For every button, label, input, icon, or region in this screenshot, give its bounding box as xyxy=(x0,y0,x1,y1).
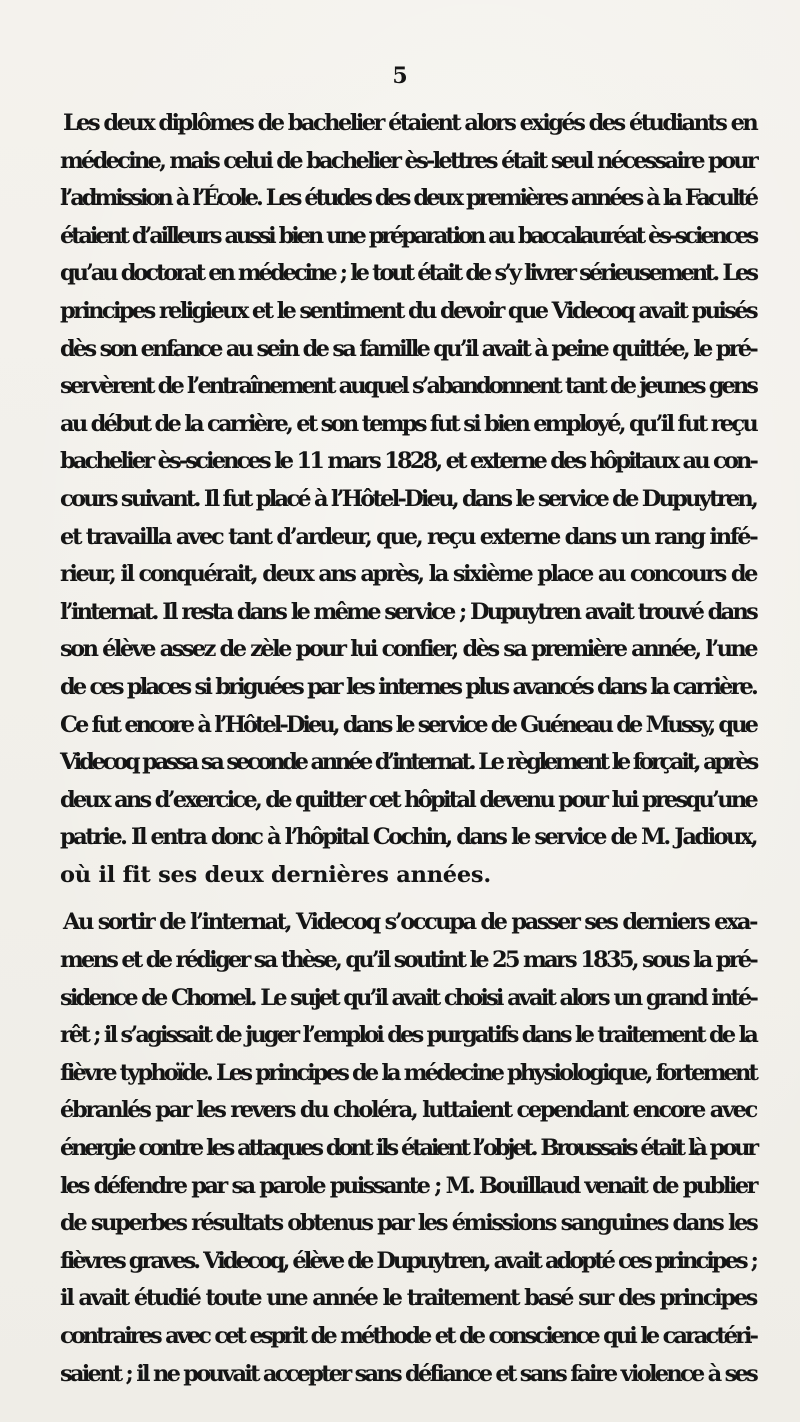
text-line: l’internat. Il resta dans le même service ; Dupuytren avait trouvé dans xyxy=(60,598,756,625)
text-line: de superbes résultats obtenus par les émissions sanguines dans les xyxy=(60,1210,757,1237)
text-line: dès son enfance au sein de sa famille qu’il avait à peine quittée, le pré- xyxy=(60,335,756,362)
text-line: patrie. Il entra donc à l’hôpital Cochin, dans le service de M. Jadioux, xyxy=(60,824,756,851)
text-line: principes religieux et le sentiment du devoir que Videcoq avait puisés xyxy=(60,297,756,324)
text-line: cours suivant. Il fut placé à l’Hôtel-Dieu, dans le service de Dupuytren, xyxy=(60,485,757,512)
text-line: contraires avec cet esprit de méthode et de conscience qui le caractéri- xyxy=(60,1323,756,1349)
body-text xyxy=(60,105,756,1393)
text-line: Les deux diplômes de bachelier étaient alors exigés des étudiants en xyxy=(63,110,757,136)
text-line: servèrent de l’entraînement auquel s’abandonnent tant de jeunes gens xyxy=(60,373,756,400)
text-line: sidence de Chomel. Le sujet qu’il avait choisi avait alors un grand inté- xyxy=(60,984,756,1011)
text-line: de ces places si briguées par les internes plus avancés dans la carrière. xyxy=(60,673,756,700)
text-line: qu’au doctorat en médecine ; le tout était de s’y livrer sérieusement. Les xyxy=(60,260,756,287)
text-line: ébranlés par les revers du choléra, luttaient cependant encore avec xyxy=(60,1097,756,1124)
text-line: son élève assez de zèle pour lui confier, dès sa première année, l’une xyxy=(60,636,756,663)
text-line: les défendre par sa parole puissante ; M. Bouillaud venait de publier xyxy=(60,1172,756,1199)
text-line: au début de la carrière, et son temps fut si bien employé, qu’il fut reçu xyxy=(60,410,756,437)
text-line: énergie contre les attaques dont ils étaient l’objet. Broussais était là pour xyxy=(60,1135,756,1162)
text-line: Au sortir de l’internat, Videcoq s’occupa de passer ses derniers exa- xyxy=(63,909,756,936)
text-line: rêt ; il s’agissait de juger l’emploi des purgatifs dans le traitement de la xyxy=(60,1022,756,1049)
text-line: Videcoq passa sa seconde année d’internat. Le règlement le forçait, après xyxy=(60,749,756,776)
paragraph-1 xyxy=(60,105,756,894)
text-line: rieur, il conquérait, deux ans après, la sixième place au concours de xyxy=(60,561,756,588)
text-line: deux ans d’exercice, de quitter cet hôpital devenu pour lui presqu’une xyxy=(60,786,756,813)
paragraph-gap xyxy=(60,894,756,904)
text-line: il avait étudié toute une année le traitement basé sur des principes xyxy=(60,1285,756,1312)
page-number: 5 xyxy=(392,63,408,89)
text-line: bachelier ès-sciences le 11 mars 1828, et externe des hôpitaux au con- xyxy=(60,448,756,475)
text-line: et travailla avec tant d’ardeur, que, reçu externe dans un rang infé- xyxy=(60,523,757,550)
text-line: où il fit ses deux dernières années. xyxy=(60,861,491,888)
text-line: fièvre typhoïde. Les principes de la médecine physiologique, fortement xyxy=(60,1059,757,1086)
text-line: étaient d’ailleurs aussi bien une préparation au baccalauréat ès-sciences xyxy=(60,222,756,249)
text-line: l’admission à l’École. Les études des deux premières années à la Faculté xyxy=(60,185,756,212)
paragraph-2 xyxy=(60,904,756,1393)
text-line: Ce fut encore à l’Hôtel-Dieu, dans le service de Guéneau de Mussy, que xyxy=(60,711,756,738)
text-line: médecine, mais celui de bachelier ès-lettres était seul nécessaire pour xyxy=(60,147,756,174)
text-line: saient ; il ne pouvait accepter sans défiance et sans faire violence à ses xyxy=(60,1360,756,1387)
text-line: mens et de rédiger sa thèse, qu’il soutint le 25 mars 1835, sous la pré- xyxy=(60,947,756,974)
text-line: fièvres graves. Videcoq, élève de Dupuytren, avait adopté ces principes ; xyxy=(60,1247,756,1274)
